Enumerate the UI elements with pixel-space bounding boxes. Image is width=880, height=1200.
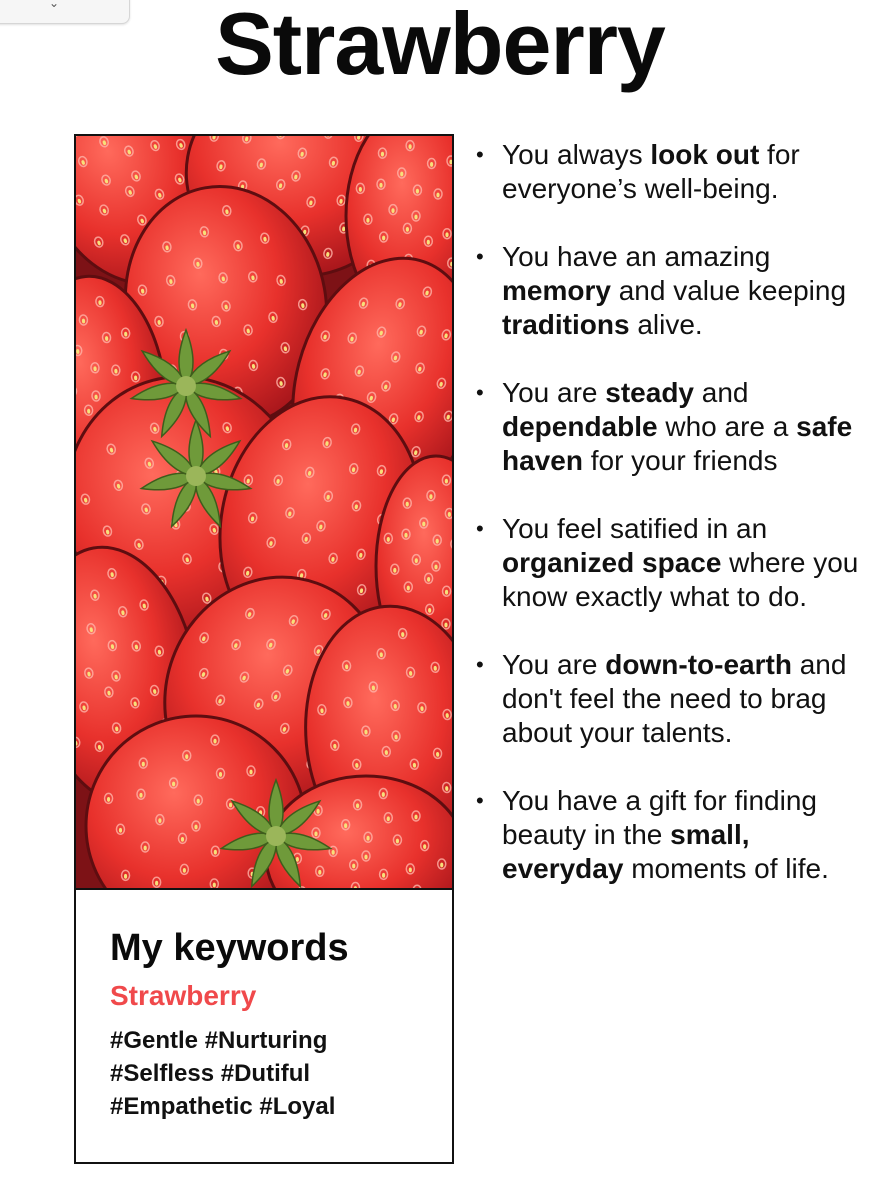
bullet-icon: •: [476, 380, 484, 405]
trait-text: alive.: [629, 309, 703, 340]
trait-emphasis: traditions: [502, 309, 630, 340]
tag-line: #Empathetic #Loyal: [110, 1093, 336, 1120]
trait-item: [476, 240, 871, 342]
bullet-icon: •: [476, 516, 484, 541]
keywords-heading: My keywords: [110, 927, 349, 969]
tag-line: #Selfless #Dutiful: [110, 1060, 311, 1087]
trait-text: You are: [502, 649, 606, 680]
strawberry-image: [76, 136, 452, 888]
trait-emphasis: dependable: [502, 411, 658, 442]
trait-text: moments of life.: [623, 853, 829, 884]
keywords-name: Strawberry: [110, 980, 257, 1011]
trait-emphasis: organized space: [502, 547, 722, 578]
trait-emphasis: look out: [650, 139, 760, 170]
trait-text: and: [694, 377, 749, 408]
traits-list: [476, 138, 871, 920]
bullet-icon: •: [476, 652, 484, 677]
trait-item: [476, 376, 871, 478]
page-title: Strawberry: [215, 0, 665, 93]
bullet-icon: •: [476, 244, 484, 269]
bullet-icon: •: [476, 788, 484, 813]
trait-item: [476, 784, 871, 886]
chevron-down-icon: ⌄: [49, 0, 60, 10]
trait-item: [476, 138, 871, 206]
bullet-icon: •: [476, 142, 484, 167]
trait-text: You have an amazing: [502, 241, 771, 272]
trait-emphasis: steady: [605, 377, 694, 408]
trait-emphasis: memory: [502, 275, 611, 306]
trait-text: for everyone’s well-being.: [502, 139, 800, 204]
trait-emphasis: safe haven: [502, 411, 853, 476]
trait-emphasis: down-to-earth: [605, 649, 792, 680]
trait-text: You feel satified in an: [502, 513, 768, 544]
strawberry-photo: [76, 136, 452, 890]
trait-text: who are a: [657, 411, 797, 442]
tag-line: #Gentle #Nurturing: [110, 1027, 328, 1054]
trait-text: and don't feel the need to brag about your talents.: [502, 649, 847, 748]
keywords-section: [110, 926, 432, 1123]
keywords-tags: [110, 1024, 432, 1123]
trait-text: where you know exactly what to do.: [502, 547, 859, 612]
trait-text: You are: [502, 377, 606, 408]
trait-emphasis: small, everyday: [502, 819, 750, 884]
profile-card: [74, 134, 454, 1164]
trait-text: You have a gift for finding beauty in the: [502, 785, 817, 850]
trait-text: for your friends: [582, 445, 778, 476]
trait-item: [476, 512, 871, 614]
trait-item: [476, 648, 871, 750]
trait-text: You always: [502, 139, 651, 170]
trait-text: and value keeping: [610, 275, 847, 306]
